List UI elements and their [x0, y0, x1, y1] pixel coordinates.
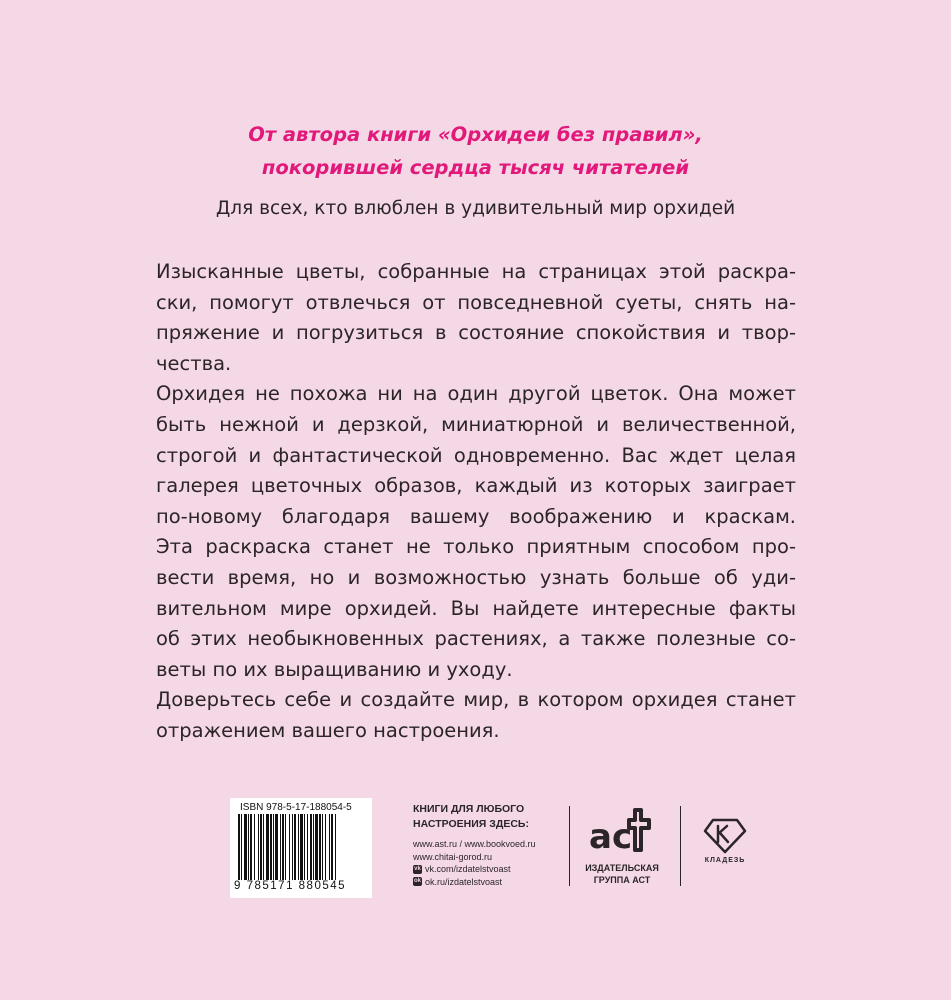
ok-link-text: ok.ru/izdatelstvoast: [425, 876, 503, 887]
description-line: вести время, но и возможностью узнать больше об уди-: [156, 565, 796, 589]
tagline-line-1: От автора книги «Орхидеи без правил»,: [248, 123, 703, 146]
description-line: Орхидея не похожа ни на один другой цветок. Она может: [156, 382, 796, 406]
description-line: веты по их выращиванию и уходу.: [156, 657, 513, 681]
description-line: вительном мире орхидей. Вы найдете интересные факты: [156, 596, 796, 620]
isbn-label: ISBN 978-5-17-188054-5: [240, 802, 352, 813]
ast-caption: [570, 862, 674, 886]
barcode-digits: 9 785171 880545: [234, 880, 347, 892]
description-line: Изысканные цветы, собранные на страницах этой раскра-: [156, 260, 796, 283]
description-line: пряжение и погрузиться в состояние спокойствия и твор-: [156, 321, 796, 345]
books-heading-line-1: КНИГИ ДЛЯ ЛЮБОГО: [413, 803, 525, 815]
tagline-line-2: покорившей сердца тысяч читателей: [261, 156, 690, 179]
barcode-icon: [236, 814, 366, 880]
ok-link[interactable]: [413, 876, 573, 889]
store-links: [413, 838, 573, 888]
store-link[interactable]: www.chitai-gorod.ru: [413, 851, 493, 862]
diamond-icon: [703, 814, 747, 854]
divider: [680, 806, 681, 886]
description-line: об этих необыкновенных растениях, а также полезные со-: [156, 627, 796, 651]
description-line: галерея цветочных образов, каждый из которых заиграет: [156, 474, 796, 498]
description-line: ски, помогут отвлечься от повседневной суеты, снять на-: [156, 290, 796, 314]
vk-link[interactable]: [413, 863, 573, 876]
ast-caption-line-2: ГРУППА АСТ: [593, 875, 651, 885]
vk-icon: vk: [414, 865, 421, 872]
description: [156, 257, 796, 747]
kladez-caption: КЛАДЕЗЬ: [704, 857, 746, 864]
description-line: по-новому благодаря вашему воображению и краскам.: [156, 504, 796, 528]
description-line: отражением вашего настроения.: [156, 718, 500, 742]
tagline: [0, 118, 951, 184]
subtitle: Для всех, кто влюблен в удивительный мир орхидей: [215, 198, 736, 219]
ok-icon: ok: [413, 878, 421, 885]
books-heading: [413, 802, 563, 832]
ast-logo-text: ac: [589, 817, 633, 857]
vk-link-text: vk.com/izdatelstvoast: [425, 864, 511, 874]
isbn-barcode-block: [230, 798, 372, 898]
description-line: Эта раскраска станет не только приятным способом про-: [156, 535, 796, 559]
store-link[interactable]: www.ast.ru / www.bookvoed.ru: [413, 839, 536, 849]
description-line: быть нежной и дерзкой, миниатюрной и величественной,: [156, 412, 796, 436]
description-line: строгой и фантастической одновременно. Вас ждет целая: [156, 443, 796, 467]
ast-logo-icon: [585, 802, 659, 862]
books-heading-line-2: НАСТРОЕНИЯ ЗДЕСЬ:: [413, 818, 529, 830]
description-line: Доверьтесь себе и создайте мир, в котором орхидея станет: [156, 688, 796, 712]
description-line: чества.: [156, 351, 232, 375]
ast-caption-line-1: ИЗДАТЕЛЬСКАЯ: [585, 863, 659, 873]
